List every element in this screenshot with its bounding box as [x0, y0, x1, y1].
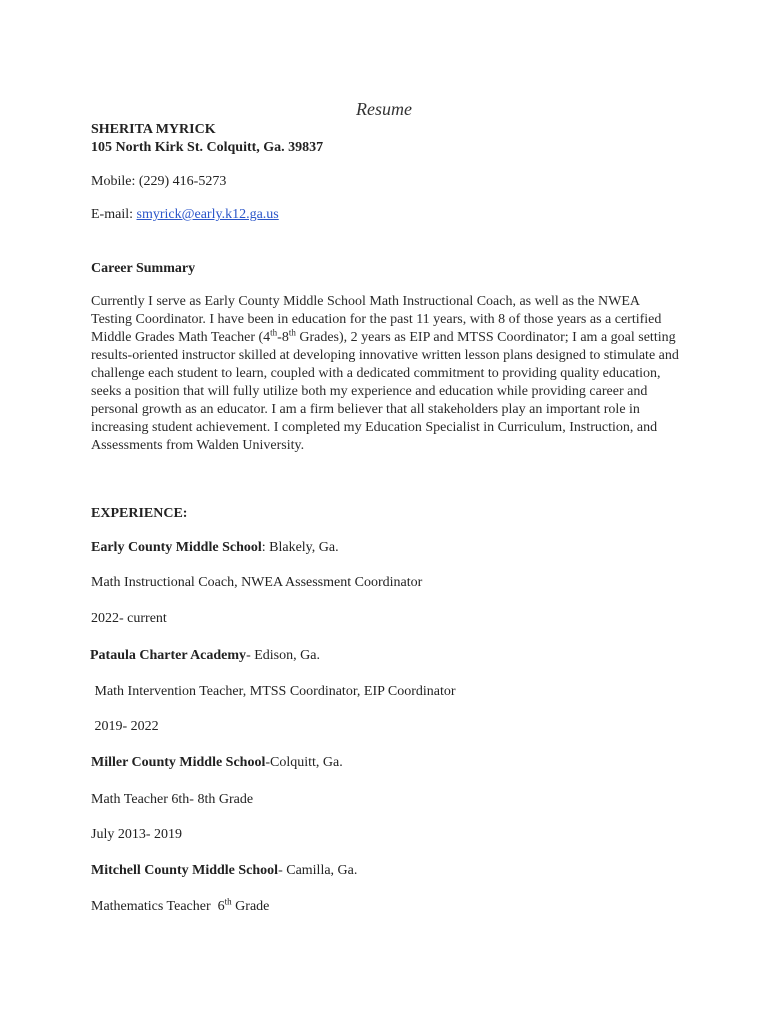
- job-role-text: Mathematics Teacher 6: [91, 899, 225, 914]
- job-role: [91, 898, 269, 916]
- mobile-line: Mobile: (229) 416-5273: [91, 174, 227, 189]
- job-dates: 2022- current: [91, 611, 167, 626]
- job-role: Math Instructional Coach, NWEA Assessment Coordinator: [91, 575, 423, 590]
- summary-text-3: Grades), 2 years as EIP and MTSS Coordinator; I am a goal setting results-oriented instructor skilled at developing innovative written lesson plans designed to stimulate and challenge each student to learn, coupled with a dedicated commitment to providing quality education, seeks a position that will fully utilize both my experience and education while providing career and personal growth as an educator. I am a firm believer that all stakeholders play an important role in increasing student achievement. I completed my Education Specialist in Curriculum, Instruction, and Assessments from Walden University.: [91, 330, 679, 453]
- job-dates: July 2013- 2019: [91, 827, 182, 842]
- summary-text-2: -8: [277, 330, 289, 345]
- document-title: Resume: [356, 99, 412, 119]
- summary-text-1: Currently I serve as Early County Middle School Math Instructional Coach, as well as the NWEA Testing Coordinator. I have been in education for the past 11 years, with 8 of those years as a certified Middle Grades Math Teacher (4: [91, 294, 662, 345]
- summary-sup-1: th: [270, 327, 278, 338]
- job-location: - Camilla, Ga.: [278, 863, 358, 878]
- candidate-name: SHERITA MYRICK: [91, 122, 216, 137]
- job-role: Math Teacher 6th- 8th Grade: [91, 792, 254, 807]
- job-role-end: Grade: [231, 899, 270, 914]
- job-location: : Blakely, Ga.: [261, 540, 339, 555]
- email-line: [91, 206, 279, 224]
- job-school: Pataula Charter Academy: [90, 648, 247, 663]
- job-school: Miller County Middle School: [91, 755, 266, 770]
- experience-heading: EXPERIENCE:: [91, 506, 188, 521]
- job-school: Early County Middle School: [91, 540, 262, 555]
- summary-sup-2: th: [288, 327, 296, 338]
- email-label: E-mail:: [91, 207, 137, 222]
- job-dates: 2019- 2022: [91, 719, 159, 734]
- candidate-address: 105 North Kirk St. Colquitt, Ga. 39837: [91, 140, 324, 155]
- email-link[interactable]: smyrick@early.k12.ga.us: [136, 207, 279, 222]
- job-employer-line: [91, 862, 357, 880]
- job-employer-line: [90, 647, 320, 665]
- job-location: - Edison, Ga.: [246, 648, 320, 663]
- job-employer-line: [91, 754, 343, 772]
- career-summary-paragraph: [91, 293, 681, 455]
- job-school: Mitchell County Middle School: [91, 863, 279, 878]
- job-role: Math Intervention Teacher, MTSS Coordinator, EIP Coordinator: [91, 684, 456, 699]
- job-employer-line: [91, 539, 339, 557]
- job-location: -Colquitt, Ga.: [265, 755, 343, 770]
- career-summary-heading: Career Summary: [91, 261, 196, 276]
- job-role-sup: th: [224, 896, 232, 907]
